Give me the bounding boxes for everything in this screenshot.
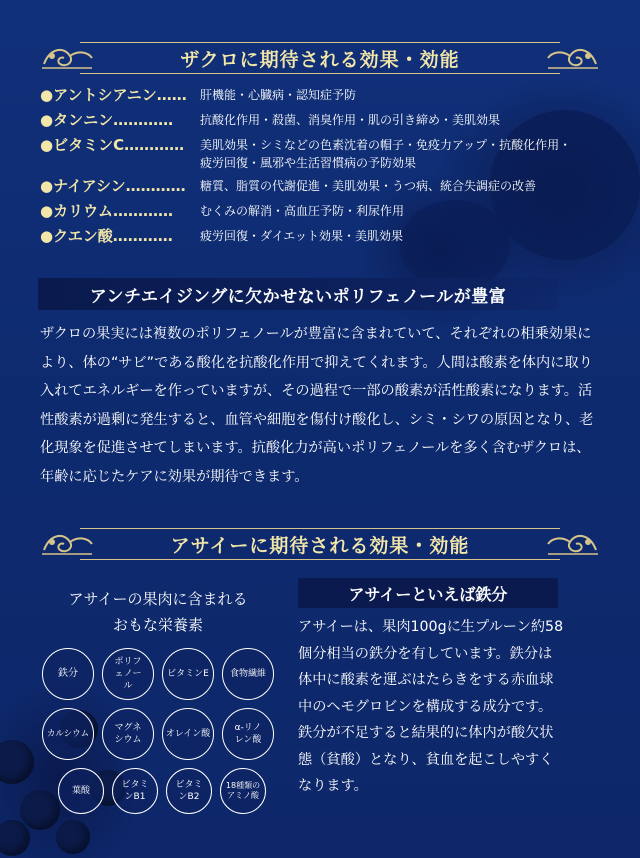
title-divider [80, 42, 560, 43]
section-title: ザクロに期待される効果・効能 [180, 48, 460, 71]
list-item [40, 200, 580, 222]
nutrient-circle: 食物繊維 [222, 648, 274, 700]
nutrient-effect: 疲労回復・ダイエット効果・美肌効果 [200, 229, 404, 243]
nutrient-effect: むくみの解消・高血圧予防・利尿作用 [200, 204, 405, 218]
title-divider [80, 528, 560, 529]
nutrient-name: ●クエン酸………… [40, 227, 173, 245]
nutrient-circle: ビタミンB1 [112, 768, 158, 814]
nutrient-effect: 肝機能・心臓病・認知症予防 [200, 88, 357, 102]
polyphenol-heading: アンチエイジングに欠かせないポリフェノールが豊富 [38, 278, 558, 310]
list-item [40, 134, 580, 172]
pomegranate-benefits-title [40, 38, 600, 78]
nutrient-circle: オレイン酸 [162, 708, 214, 760]
nutrient-circle: 葉酸 [58, 768, 104, 814]
nutrient-circle: ビタミンB2 [166, 768, 212, 814]
ornament-icon [546, 528, 600, 560]
nutrients-title-line: アサイーの果肉に含まれる [68, 590, 248, 608]
nutrients-title-line: おもな栄養素 [112, 616, 203, 634]
nutrient-circle: α-リノレン酸 [222, 708, 274, 760]
nutrient-circle: 18種類のアミノ酸 [220, 768, 266, 814]
nutrient-circle: カルシウム [42, 708, 94, 760]
acai-berry-decoration [0, 820, 30, 856]
nutrient-name: ●カリウム………… [40, 202, 173, 220]
list-item [40, 225, 580, 247]
nutrient-circle: マグネシウム [102, 708, 154, 760]
pomegranate-benefit-list [40, 84, 580, 250]
acai-berry-decoration [0, 740, 34, 784]
ornament-icon [546, 42, 600, 74]
nutrient-effect: 美肌効果・シミなどの色素沈着の帽子・免疫力アップ・抗酸化作用・疲労回復・風邪や生活習慣病の予防効果 [200, 138, 572, 170]
acai-berry-decoration [56, 820, 90, 854]
nutrient-effect: 抗酸化作用・殺菌、消臭作用・肌の引き締め・美肌効果 [200, 113, 501, 127]
acai-benefits-title [40, 524, 600, 564]
acai-berry-decoration [20, 790, 60, 830]
nutrient-name: ●タンニン………… [40, 111, 174, 129]
nutrient-circle: 鉄分 [42, 648, 94, 700]
nutrient-effect: 糖質、脂質の代謝促進・美肌効果・うつ病、統合失調症の改善 [200, 179, 537, 193]
polyphenol-body: ザクロの果実には複数のポリフェノールが豊富に含まれていて、それぞれの相乗効果により、体の“サビ”である酸化を抗酸化作用で抑えてくれます。人間は酸素を体内に取り入れてエネルギーを作っていますが、その過程で一部の酸素が活性酸素になります。活性酸素が過剰に発生すると、血管や細胞を傷付け酸化し、シミ・シワの原因となり、老化現象を促進させてしまいます。抗酸化力が高いポリフェノールを多く含むザクロは、年齢に応じたケアに効果が期待できます。 [40, 326, 594, 485]
list-item [40, 109, 580, 131]
nutrients-title [38, 586, 278, 638]
ornament-icon [40, 528, 94, 560]
nutrient-name: ●ナイアシン………… [40, 177, 186, 195]
section-title: アサイーに期待される効果・効能 [170, 534, 470, 557]
nutrient-name: ●ビタミンC………… [40, 136, 185, 154]
nutrient-name: ●アントシアニン…… [40, 86, 187, 104]
title-divider [80, 73, 560, 74]
nutrient-circle: ポリフェノール [102, 648, 154, 700]
iron-heading: アサイーといえば鉄分 [298, 578, 558, 608]
ornament-icon [40, 42, 94, 74]
nutrient-circle: ビタミンE [162, 648, 214, 700]
iron-body: アサイーは、果肉100gに生プルーン約58個分相当の鉄分を有しています。鉄分は体中に酸素を運ぶはたらきをする赤血球中のヘモグロビンを構成する成分です。鉄分が不足すると結果的に体内が酸欠状態（貧酸）となり、貧血を起こしやすくなります。 [298, 619, 564, 794]
title-divider [80, 559, 560, 560]
list-item [40, 84, 580, 106]
list-item [40, 175, 580, 197]
